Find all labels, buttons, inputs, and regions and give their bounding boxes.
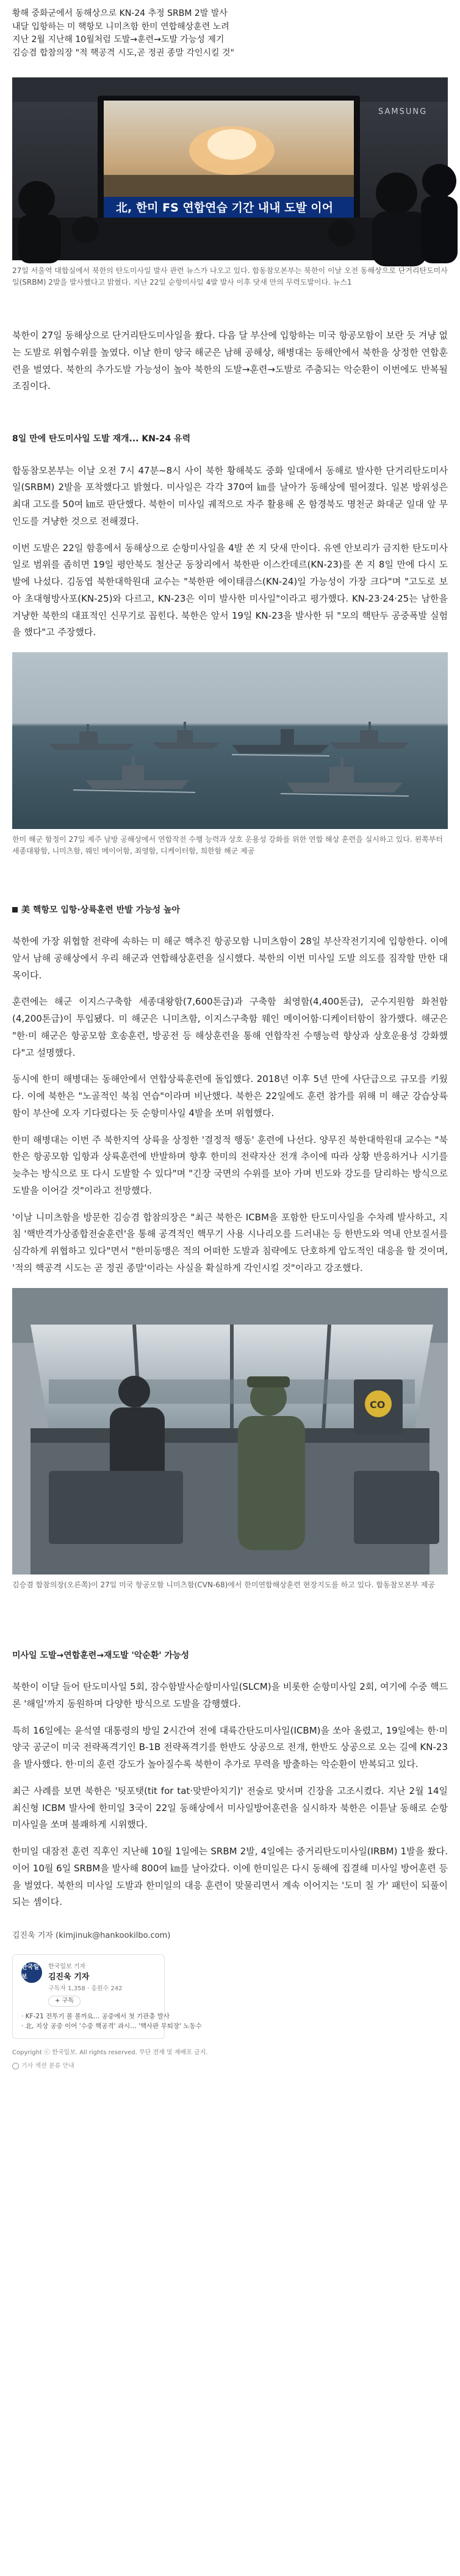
reporter-card [12,1954,202,2039]
reporter-article-list [21,2012,202,2032]
article-paragraph: '이날 니미츠함을 방문한 김승겸 합참의장은 "최근 북한은 ICBM을 포함한 탄도미사일을 수차례 발사하고, 지침 '핵반격가상종합전술훈련'을 통해 공격적인 핵무기 사용 시나리오를 드러내는 등 한반도와 역내 안보질서를 심각하게 위협하고 있다"면서 "한미동맹은 적의 어떠한 도발과 침략에도 단호하게 압도적인 대응을 할 것이며, '적의 핵공격 시도는 곧 정권 종말'이라는 사실을 확실하게 각인시킬 것"이라고 강조했다. [12,1211,448,1273]
section-info-link[interactable] [12,2061,448,2072]
summary-line: 지난 2월 지난해 10월처럼 도발→훈련→도발 가능성 제기 [12,35,225,45]
photo-caption: 한미 해군 함정이 27일 제주 남방 공해상에서 연합작전 수행 능력과 상호 운용성 강화를 위한 연합 해상 훈련을 실시하고 있다. 왼쪽부터 세종대왕함, 니미츠함, 웨인 메이어함, 최영함, 디케이터함, 희한함 해군 제공 [12,835,443,856]
summary-line: 김승겸 합참의장 "적 핵공격 시도,곧 정권 종말 각인시킬 것" [12,48,234,59]
section-info-text: 기사 섹션 분류 안내 [21,2062,74,2069]
station-tv-illustration [12,77,448,260]
subhead-text: 미사일 도발→연합훈련→재도발 '악순환' 가능성 [12,1650,190,1660]
article-summary [12,0,448,66]
photo-caption: 27일 서울역 대합실에서 북한의 탄도미사일 발사 관련 뉴스가 나오고 있다. 합동참모본부는 북한이 이날 오전 동해상으로 단거리탄도미사일(SRBM) 2발을 발사했다고 밝혔다. 지난 22일 순항미사일 4발 발사 이후 닷새 만의 무력도발이다. 뉴스1 [12,266,448,286]
news-photo-bridge[interactable] [12,1288,448,1574]
tv-headline: 北, 한미 FS 연합연습 기간 내내 도발 이어 [116,201,334,215]
carrier-bridge-illustration [12,1288,448,1574]
reporter-article-link[interactable]: · KF-21 전투기 볼 볼까요… 공중에서 첫 기관총 발사 [21,2012,170,2020]
summary-line: 황해 중화군에서 동해상으로 KN-24 추정 SRBM 2발 발사 [12,9,228,18]
article-paragraph: 이번 도발은 22일 함흥에서 동해상으로 순항미사일을 4발 쏜 지 닷새 만이다. 유엔 안보리가 금지한 탄도미사일로 범위를 좁히면 19일 평안북도 철산군 동창리에서 북한판 이스칸데르(KN-23)를 쏜 지 8일 만에 다시 도발에 나섰다. 김동엽 북한대학원대 교수는 "북한판 에이태큼스(KN-24)일 가능성이 가장 크다"며 "고도로 보아 초대형방사포(KN-25)와 다르고, KN-23은 이미 발사한 미사일"이라고 평가했다. KN-23·24·25는 남한을 겨냥한 북한의 대표적인 신무기로 꼽힌다. 북한은 앞서 19일 KN-23을 발사한 뒤 "모의 핵탄두 공중폭발 실험을 했다"고 주장했다. [12,542,448,638]
news-photo-station[interactable] [12,77,448,260]
tv-brand-label: SAMSUNG [378,107,428,116]
card-stats: 구독자 1,358 · 응원수 242 [48,1985,123,1992]
reporter-byline: 김진욱 기자 (kimjinuk@hankookilbo.com) [12,1931,171,1941]
card-publisher: 한국일보 기자 [48,1963,86,1970]
article-paragraph: 최근 사례를 보면 북한은 '팃포탯(tit for tat·맞받아치기)' 전술로 맞서며 긴장을 고조시켰다. 지난 2월 14일 최신형 ICBM 발사에 한미일 3국이 22일 동해상에서 미사일방어훈련을 실시하자 북한은 이튿날 동해로 순항미사일을 쏘며 불쾌하게 시위했다. [12,1785,448,1831]
article-paragraph: 한미일 대잠전 훈련 직후인 지난해 10월 1일에는 SRBM 2발, 4일에는 중거리탄도미사일(IRBM) 1발을 쐈다. 이어 10월 6일 SRBM을 발사해 800여 ㎞를 날아갔다. 이에 한미일은 다시 동해에 집결해 미사일 방어훈련 등을 벌였다. 북한의 미사일 도발과 한미일의 대응 훈련이 맞물리면서 계속 이어지는 '도미 칠 가' 패턴이 되풀이되는 셈이다. [12,1846,448,1908]
subhead-text: 美 핵항모 입항·상륙훈련 반발 가능성 높아 [21,905,181,915]
subhead-bullet-icon [12,907,18,913]
section-subhead [12,432,448,447]
svg-text:CO: CO [370,1398,386,1411]
naval-fleet-illustration [12,652,448,829]
article-paragraph: 합동참모본부는 이날 오전 7시 47분~8시 사이 북한 황해북도 중화 일대에서 동해로 발사한 단거리탄도미사일(SRBM) 2발을 포착했다고 밝혔다. 미사일은 각각 370여 ㎞를 날아가 동해상에 떨어졌다. 일본 방위성은 최대 고도를 50여 ㎞로 판단했다. 북한이 미사일 궤적으로 자주 활용해 온 함경북도 명천군 화대군 일대 앞 무인도를 겨냥한 것으로 전해졌다. [12,464,448,527]
reporter-article-link[interactable]: · 北, 지상 공중 이어 '수중 핵공격' 과시… '핵사판 무퇴장' 노동수 [21,2022,202,2030]
subhead-text: 8일 만에 탄도미사일 도발 재개... KN-24 유력 [12,434,191,444]
photo-caption: 김승겸 합참의장(오른쪽)이 27일 미국 항공모함 니미츠함(CVN-68)에서 한미연합해상훈련 현장지도를 하고 있다. 합동참모본부 제공 [12,1580,435,1589]
article-paragraph: 훈련에는 해군 이지스구축함 세종대왕함(7,600톤급)과 구축함 최영함(4,400톤급), 군수지원함 화천함(4,200톤급)이 투입됐다. 미 해군은 니미츠함, 이지스구축함 웨인 메이어함·디케이터함이 참가했다. 해군은 "한·미 해군은 항공모함 호송훈련, 방공전 등 해상훈련을 통해 연합작전 수행능력 향상과 상호운용성 강화했다"고 설명했다. [12,996,448,1058]
article-paragraph: 동시에 한미 해병대는 동해안에서 연합상륙훈련에 돌입했다. 2018년 이후 5년 만에 사단급으로 규모를 키웠다. 이에 북한은 "노골적인 북침 연습"이라며 비난했다. 북한은 22일에도 훈련 참가를 위해 미 해군 강습상륙함이 부산에 오자 기다렸다는 듯 순항미사일 4발을 쏘며 위협했다. [12,1073,448,1119]
article-paragraph: 북한이 이달 들어 탄도미사일 5회, 잠수함발사순항미사일(SLCM)을 비롯한 순항미사일 2회, 여기에 수중 핵드론 '해일'까지 동원하며 다양한 방식으로 도발을 감행했다. [12,1681,448,1709]
subscribe-button[interactable]: + 구독 [48,1996,81,2007]
summary-line: 내달 입항하는 미 핵항모 니미츠함 한미 연합해상훈련 노려 [12,21,229,32]
section-subhead [12,903,448,918]
article-paragraph: 특히 16일에는 윤석열 대통령의 방일 2시간여 전에 대륙간탄도미사일(ICBM)을 쏘아 올렸고, 19일에는 한·미 양국 공군이 미국 전략폭격기인 B-1B 전략폭격기를 한반도 상공으로 전개, 한반도 상공으로 오는 길에 KN-23을 발사했다. 한·미의 훈련 강도가 높아질수록 북한이 추가로 무력을 방출하는 악순환이 반복되고 있다. [12,1724,448,1770]
copyright-notice: Copyright ⓒ 한국일보. All rights reserved. 무단 전재 및 재배포 금지. [12,2049,208,2057]
card-reporter-name[interactable]: 김진욱 기자 [48,1973,90,1982]
article-paragraph: 한미 해병대는 이번 주 북한지역 상륙을 상정한 '결정적 행동' 훈련에 나선다. 양무진 북한대학원대 교수는 "북한은 항공모함 입항과 상륙훈련에 반발하며 향후 한미의 전략자산 전개 추이에 따라 상황 반응하거나 시기를 늦추는 방식으로 또 다시 도발할 수 있다"며 "긴장 국면의 수위를 보아 가며 빈도와 강도를 달리하는 방식으로 도발을 이어갈 것"이라고 전망했다. [12,1134,448,1196]
info-icon [12,2063,19,2069]
article-paragraph: 북한이 27일 동해상으로 단거리탄도미사일을 쐈다. 다음 달 부산에 입항하는 미국 항공모함이 보란 듯 겨냥 없는 도발로 위협수위를 높였다. 이날 한미 양국 해군은 남해 공해상, 해병대는 동해안에서 북한을 상정한 연합훈련을 벌였다. 북한의 추가도발 가능성이 높아 북한의 도발→훈련→도발로 주춤되는 악순환이 이번에도 반복될 조짐이다. [12,330,448,392]
publisher-logo: 한국일보 [21,1962,42,1983]
article-paragraph: 북한에 가장 위협할 전략에 속하는 미 해군 핵추진 항공모함 니미츠함이 28일 부산작전기지에 입항한다. 이에 앞서 남해 공해상에서 우리 해군과 연합해상훈련을 실시했다. 북한의 이번 미사일 도발 의도를 짐작할 만한 대목이다. [12,936,448,981]
news-photo-fleet[interactable] [12,652,448,829]
section-subhead [12,1648,448,1663]
